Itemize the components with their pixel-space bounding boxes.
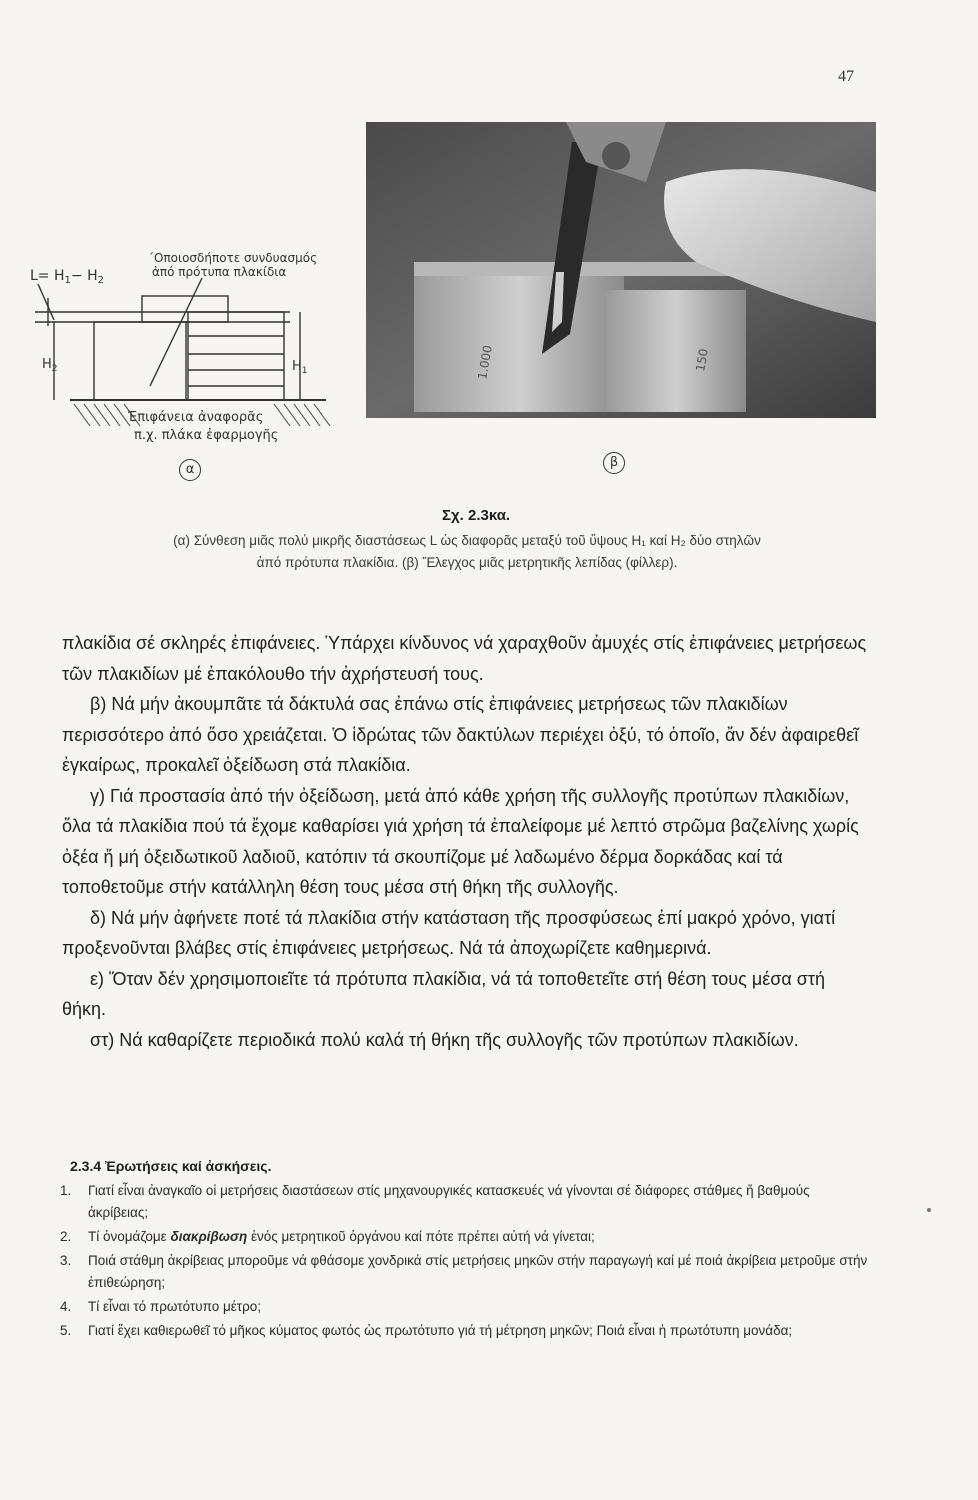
- caption-line-1: (α) Σύνθεση μιᾶς πολύ μικρῆς διαστάσεως L ὡς διαφορᾶς μεταξύ τοῦ ὕψους H₁ καί H₂ δύο στηλῶν: [173, 533, 761, 548]
- label-surface: Ἐπιφάνεια ἀναφορᾶς: [128, 410, 264, 425]
- figure-b-photo: [366, 122, 876, 418]
- gauge-block-left: [414, 272, 624, 412]
- section-heading: 2.3.4 Ἐρωτήσεις καί ἀσκήσεις.: [70, 1158, 272, 1174]
- question-item: 1. Γιατί εἶναι ἀναγκαῖο οἱ μετρήσεις διαστάσεων στίς μηχανουργικές κατασκευές νά γίνονται σέ διάφορες στάθμες ἤ βαθμούς ἀκρίβειας;: [60, 1183, 810, 1220]
- figure-title: Σχ. 2.3κα.: [442, 507, 511, 524]
- gauge-block-right: [606, 290, 746, 412]
- question-item: 5. Γιατί ἔχει καθιερωθεῖ τό μῆκος κύματος φωτός ὡς πρωτότυπο γιά τή μέτρηση μηκῶν; Ποιά εἶναι ἡ πρωτότυπη μονάδα;: [60, 1323, 793, 1338]
- questions-list: [60, 1180, 870, 1344]
- paragraph-b: β) Νά μήν ἀκουμπᾶτε τά δάκτυλά σας ἐπάνω στίς ἐπιφάνειες μετρήσεως τῶν πλακιδίων περισσότερο ἀπό ὅσο χρειάζεται. Ὁ ἱδρώτας τῶν δακτύλων περιέχει ὀξύ, τό ὁποῖο, ἄν δέν ἀφαιρεθεῖ ἐγκαίρως, προκαλεῖ ὀξείδωση στά πλακίδια.: [62, 694, 859, 775]
- margin-dot: [927, 1208, 931, 1212]
- page-number: 47: [838, 68, 854, 85]
- paragraph-d: δ) Νά μήν ἀφήνετε ποτέ τά πλακίδια στήν κατάσταση τῆς προσφύσεως ἐπί μακρό χρόνο, γιατί προξενοῦνται βλάβες στίς ἐπιφάνειες μετρήσεως. Νά τά ἀποχωρίζετε καθημερινά.: [62, 907, 836, 958]
- label-h1: $H_1$: [292, 359, 308, 376]
- label-h2: $H_2$: [42, 357, 58, 374]
- paragraph-e: ε) Ὅταν δέν χρησιμοποιεῖτε τά πρότυπα πλακίδια, νά τά τοποθετεῖτε στή θέση τους μέσα στή θήκη.: [62, 968, 825, 1019]
- caption-line-2: ἀπό πρότυπα πλακίδια. (β) Ἔλεγχος μιᾶς μετρητικῆς λεπίδας (φίλλερ).: [256, 555, 678, 570]
- label-combination: ΄Οποιοσδήποτε συνδυασμός: [148, 251, 318, 265]
- question-item: 2. Τί ὀνομάζομε διακρίβωση ἑνός μετρητικοῦ ὀργάνου καί πότε πρέπει αὐτή νά γίνεται;: [60, 1229, 595, 1244]
- figure-caption: [52, 530, 882, 574]
- question-item: 4. Τί εἶναι τό πρωτότυπο μέτρο;: [60, 1299, 262, 1314]
- label-surface-2: π.χ. πλάκα ἐφαρμογῆς: [134, 428, 279, 443]
- paragraph-c: γ) Γιά προστασία ἀπό τήν ὀξείδωση, μετά ἀπό κάθε χρήση τῆς συλλογῆς προτύπων πλακιδίων, ὅλα τά πλακίδια πού τά ἔχομε καθαρίσει γιά χρήση τά ἐπαλείφομε μέ λεπτό στρῶμα βαζελίνης χωρίς ὀξέα ἤ μή ὀξειδωτικοῦ λαδιοῦ, κατόπιν τά σκουπίζομε μέ λαδωμένο δέρμα δορκάδας καί τά τοποθετοῦμε στήν κατάλληλη θέση τους μέσα στή θήκη τῆς συλλογῆς.: [62, 785, 859, 897]
- label-combination-2: ἀπό πρότυπα πλακίδια: [152, 265, 287, 279]
- question-item: 3. Ποιά στάθμη ἀκρίβειας μποροῦμε νά φθάσομε χονδρικά στίς μετρήσεις μηκῶν στήν παραγωγή καί μέ ποιά ἀκρίβεια μετροῦμε στήν ἐπιθεώρηση;: [60, 1253, 868, 1290]
- body-text: [62, 628, 870, 1055]
- marker-b: β: [603, 452, 625, 474]
- label-l-formula: $L= H_1- H_2$: [30, 268, 104, 286]
- gauge-mark-left: 1.000: [475, 344, 495, 381]
- paragraph-1: πλακίδια σέ σκληρές ἐπιφάνειες. Ὑπάρχει κίνδυνος νά χαραχθοῦν ἀμυχές στίς ἐπιφάνειες μετρήσεως τῶν πλακιδίων μέ ἐπακόλουθο τήν ἀχρήστευσή τους.: [62, 633, 867, 684]
- marker-a: α: [179, 459, 201, 481]
- figure-a-diagram: [30, 238, 360, 488]
- paragraph-f: στ) Νά καθαρίζετε περιοδικά πολύ καλά τή θήκη τῆς συλλογῆς τῶν προτύπων πλακιδίων.: [90, 1029, 799, 1050]
- gauge-mark-right: 150: [693, 347, 711, 373]
